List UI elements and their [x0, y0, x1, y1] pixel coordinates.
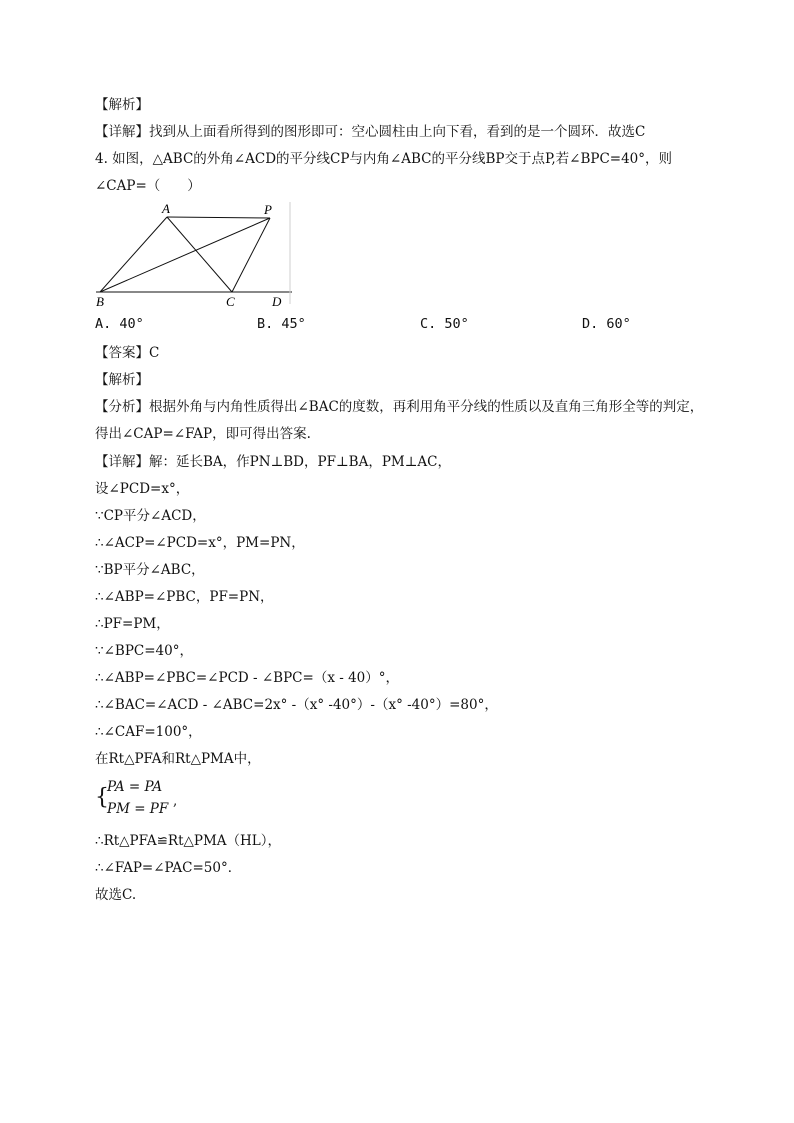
option-b: B. 45°	[257, 316, 306, 332]
label-p: P	[264, 202, 272, 217]
segment-ac	[167, 217, 232, 292]
option-c: C. 50°	[420, 316, 469, 332]
label-a: A	[162, 201, 170, 216]
system-comma: ,	[173, 793, 178, 809]
answer-line: 【答案】C	[95, 345, 160, 361]
detail-line: ∴∠ACP=∠PCD=x°，PM=PN，	[95, 535, 305, 551]
question-4-text: 4. 如图，△ABC的外角∠ACD的平分线CP与内角∠ABC的平分线BP交于点P,若∠BPC=40°，则∠CAP=（ ）	[95, 151, 673, 194]
segment-ba	[100, 217, 167, 292]
section-heading-analysis-2: 【解析】	[95, 372, 149, 388]
detail-solution-q3: 【详解】找到从上面看所得到的图形即可：空心圆柱由上向下看，看到的是一个圆环．故选C	[95, 124, 646, 140]
detail-line: ∴∠ABP=∠PBC，PF=PN，	[95, 589, 274, 605]
segment-bp	[100, 218, 270, 292]
detail-line: 设∠PCD=x°，	[95, 481, 190, 497]
analysis-paragraph: 【分析】根据外角与内角性质得出∠BAC的度数，再利用角平分线的性质以及直角三角形全等的判定，得出∠CAP=∠FAP，即可得出答案.	[95, 399, 704, 442]
option-a: A. 40°	[95, 316, 144, 332]
detail-line: ∵∠BPC=40°，	[95, 643, 193, 659]
detail-line: 在Rt△PFA和Rt△PMA中，	[95, 751, 261, 767]
detail-line: ∴∠BAC=∠ACD - ∠ABC=2x° -（x° -40°）-（x° -40°）=80°，	[95, 697, 498, 713]
option-d: D. 60°	[582, 316, 631, 332]
segment-cp	[232, 218, 270, 292]
detail-line: ∴∠CAF=100°，	[95, 724, 202, 740]
detail-line: ∵CP平分∠ACD，	[95, 508, 206, 524]
detail-line: ∴PF=PM，	[95, 616, 170, 632]
geometry-figure	[92, 200, 297, 312]
segment-ap	[167, 217, 270, 218]
detail-line: ∴Rt△PFA≌Rt△PMA（HL），	[95, 833, 282, 849]
system-eq-2: PM = PF	[107, 801, 169, 817]
detail-line: 故选C.	[95, 887, 137, 903]
label-c: C	[226, 294, 235, 309]
label-b: B	[96, 294, 104, 309]
detail-line: ∴∠FAP=∠PAC=50°．	[95, 860, 242, 876]
equation-system	[95, 777, 215, 821]
label-d: D	[272, 294, 282, 309]
detail-line: ∵BP平分∠ABC，	[95, 562, 205, 578]
detail-line: ∴∠ABP=∠PBC=∠PCD - ∠BPC=（x - 40）°，	[95, 670, 400, 686]
system-brace: {	[95, 785, 109, 810]
section-heading-analysis: 【解析】	[95, 97, 149, 113]
system-eq-1: PA = PA	[107, 779, 163, 795]
detail-line: 【详解】解：延长BA，作PN⊥BD，PF⊥BA，PM⊥AC，	[95, 454, 452, 470]
